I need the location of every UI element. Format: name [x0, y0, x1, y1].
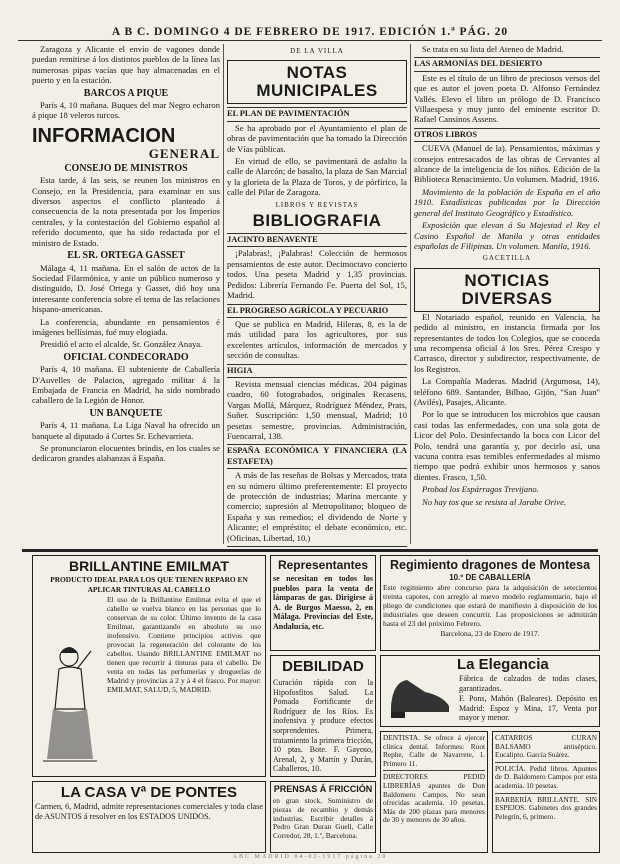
prensas-title: PRENSAS Á FRICCIÓN: [273, 784, 373, 794]
banquete-heading: UN BANQUETE: [89, 407, 163, 419]
barcos-paragraph: París 4, 10 mañana. Buques del mar Negro echaron á pique 18 veleros turcos.: [32, 100, 220, 121]
armonias-label: LAS ARMONÍAS DEL DESIERTO: [414, 57, 600, 71]
ad-prensas: [270, 781, 376, 853]
bibliografia-heading: BIBLIOGRAFIA: [252, 211, 382, 231]
top-paragraph: Se trata en su lista del Ateneo de Madrid.: [422, 44, 564, 54]
classified-barberia: BARBERÍA BRILLANTE. SIN ESPEJOS. Gabinetes dos grandes Pelegrín, 6, primero.: [495, 794, 597, 821]
otros-paragraph-2: Movimiento de la población de España en el año 1910. Estadísticas publicadas por la Dirección general del Instituto Geográfico y Estadístico.: [414, 186, 600, 218]
otros-paragraph-3: Exposición que elevan á Su Majestad el Rey el Casino Español de Manila y otras entidades españolas de Filipinas. Un volumen. Manila, 1916.: [414, 220, 600, 251]
progreso-paragraph: Que se publica en Madrid, Hileras, 8, es la de más utilidad para los agricultores, por sus excelentes artículos, información de mercados y sección de consultas.: [227, 318, 407, 361]
otros-libros-label: OTROS LIBROS: [414, 128, 600, 142]
gacetilla-kicker: GACETILLA: [482, 254, 532, 263]
woman-combing-hair-illustration: [39, 639, 101, 765]
general-heading: GENERAL: [148, 145, 220, 161]
column-divider-2: [410, 44, 411, 544]
otros-paragraph-1: CUEVA (Manuel de la). Pensamientos, máximas y consejos entresacados de las obras de Cervantes al alcance de la inteligencia de los niños. Edición de la Biblioteca Renacimiento. Un volumen. Madrid, 1916.: [414, 143, 600, 185]
brillantine-subtitle: PRODUCTO IDEAL PARA LOS QUE TIENEN REPARO EN APLICAR TINTURAS AL CABELLO: [50, 575, 248, 594]
cinto-label: JACINTO BENAVENTE: [227, 233, 407, 247]
representantes-body: se necesitan en todos los pueblos para la venta de lámparas de gas. Dirigirse á A. de Burgos Maesso, 2, en Málaga. Provincias del Este, Andalucía, etc.: [273, 574, 373, 631]
header-rule: [18, 40, 602, 41]
noticia-2: La Compañía Maderas. Madrid (Argumosa, 14), teléfono 689. Santander, Bilbao, Gijón, "San Juan" (Avilés), Pasajes, Alicante.: [414, 376, 600, 407]
regimiento-title: Regimiento dragones de Montesa: [389, 558, 591, 572]
column-divider-1: [223, 44, 224, 544]
informacion-heading: INFORMACION: [32, 124, 176, 147]
notas-municipales-heading: NOTAS MUNICIPALES: [227, 60, 407, 104]
page-header: A B C. DOMINGO 4 DE FEBRERO DE 1917. EDICIÓN 1.ª PÁG. 20: [111, 26, 509, 38]
progreso-label: EL PROGRESO AGRÍCOLA Y PECUARIO: [227, 304, 407, 318]
noticia-1: El Notariado español, reunido en Valencia, ha pedido al ministro, en instancia firmada por los representantes de todos los Colegios, que se conceda una recompensa oficial á los Sres. Pérez Crespo y Carrasco, director y subdirector, respectivamente, de los Registros.: [414, 311, 600, 374]
classifieds-left: [380, 731, 488, 853]
gasset-paragraph-3: Presidió el acto el alcalde, Sr. González Anaya.: [40, 339, 203, 350]
gasset-heading: EL SR. ORTEGA GASSET: [67, 250, 185, 262]
armonias-paragraph: Este es el título de un libro de preciosos versos del que es autor el joven poeta D. Alfonso Fernández Vallés. Elevo el libro un prólogo de D. Francisco Villaespesa y muy junto del eminente escritor D. Rafael Cansinos Assens.: [414, 72, 600, 125]
espana-label: ESPAÑA ECONÓMICA Y FINANCIERA (LA ESTAFETA): [227, 444, 407, 469]
representantes-title: Representantes: [277, 558, 369, 572]
noticia-4: Probad los Espárragos Trevijano.: [422, 484, 539, 495]
regimiento-subtitle: 10.º DE CABALLERÍA: [449, 573, 531, 582]
consejo-paragraph: Esta tarde, á las seis, se reunen los ministros en Consejo, en la Presidencia, para examinar en sus diversos aspectos el conflicto planteado á consecuencia de la nota presentada por los Imperios centrales, y la contestación del Gobierno español al referido documento, que ha sido redactada por el ministro de Estado.: [32, 175, 220, 248]
banquete-paragraph-2: Se pronunciaron elocuentes brindis, en los cuales se dedicaron grandes alabanzas á España.: [32, 443, 220, 464]
ad-elegancia: [380, 655, 600, 727]
higia-label: HIGIA: [227, 364, 407, 378]
oficial-paragraph: París 4, 10 mañana. El subteniente de Caballería D'Auvelles de Palacios, agregado militar á la Embajada de Francia en Madrid, ha sido nombrado caballero de la Legión de Honor.: [32, 364, 220, 406]
classified-dentista: DENTISTA. Se ofrece á ejercer clínica dental. Informes: Ruot Rephe, Calle de Navarrete, 1. Primero 11.: [383, 734, 485, 771]
column-2: [227, 44, 407, 550]
elegancia-address: F. Pons, Mahón (Baleares). Depósito en Madrid: Espoz y Mina, 17, Venta por mayor y menor.: [459, 694, 597, 723]
ad-regimiento: [380, 555, 600, 651]
classified-policia: POLICÍA. Pedid libros. Apuntes de D. Baldomero Campos por esta academia. 10 pesetas.: [495, 765, 597, 794]
advertisements-rule: [22, 549, 598, 552]
cinto-paragraph: ¡Palabras!, ¡Palabras! Colección de hermosos pensamientos de este autor. Decimoctavo concierto todos. Una peseta Madrid y 1,35 provincias. Pedidos: Librería Fernando Fe. Puerta del Sol, 15, Madrid.: [227, 248, 407, 301]
classifieds-right: [492, 731, 600, 853]
plan-paragraph-1: Se ha aprobado por el Ayuntamiento el plan de obras de pavimentación que ha tomado la Dirección de Vías públicas.: [227, 122, 407, 154]
regimiento-date: Barcelona, 23 de Enero de 1917.: [440, 629, 540, 638]
consejo-heading: CONSEJO DE MINISTROS: [64, 162, 188, 174]
elegancia-title: La Elegancia: [457, 656, 549, 673]
oficial-heading: OFICIAL CONDECORADO: [63, 351, 189, 363]
plan-heading: EL PLAN DE PAVIMENTACIÓN: [227, 107, 407, 121]
debilidad-body: Curación rápida con la Hipofosfitos Salud. La Pomada Fortificante de Rodríguez de los Ríos. Es inofensiva y produce efectos sorprendentes. Primera, tratamiento la primera fricción, 10 ptas. Bote. F. Gayoso, Arenal, 2, y Martín y Durán, Caballeros, 10.: [273, 678, 373, 774]
barcos-heading: BARCOS A PIQUE: [83, 87, 169, 99]
ad-debilidad: [270, 655, 376, 777]
libros-kicker: LIBROS Y REVISTAS: [275, 200, 359, 209]
noticia-5: No hay tos que se resista al Jarabe Orive.: [422, 496, 567, 507]
noticia-3: Por lo que se introducen los microbios que causan casi todas las enfermedades, con una sola gota de Licor del Polo. Desinfectando la boca con Licor del Polo, tendrá una garantía y, por decirlo así, una vacuna contra esas temibles enfermedades al mismo tiempo que podrá exhibir unos hermosos y sanos dientes. Frasco, 1,50.: [414, 409, 600, 482]
ad-brillantine: [32, 555, 266, 777]
elegancia-body: Fábrica de calzados de todas clases, garantizados.: [459, 674, 597, 693]
banquete-paragraph-1: París 4, 11 mañana. La Liga Naval ha ofrecido un banquete al diputado á Cortes Sr. Echevarrieta.: [32, 420, 220, 441]
ad-pontes: [32, 781, 266, 853]
column-3: [414, 44, 600, 550]
pontes-title: LA CASA Vª DE PONTES: [60, 784, 238, 801]
espana-paragraph: A más de las reseñas de Bolsas y Mercados, trata en su número último preferentemente: El proyecto de protección de industrias; Marina mercante y comercio; supresión al Metropolitano; bloqueo de España y sus remedios; el dividendo de Norte y Alicante; el empréstito; el debate económico, etc. (Oficinas, Libertad, 10.): [227, 470, 407, 543]
higia-paragraph: Revista mensual ciencias médicas. 204 páginas cuadro, 60 fotograbados, originales Recasens, Vargas Mollá, Márquez, Rodríguez Méndez, Prats, Suñer. Suscripción: 1,50 mensual, Madrid; 10 pesetas semestre, provincias. Administración, Fuencarral, 138.: [227, 378, 407, 441]
classified-directores: DIRECTORES PEDID LIBRERÍAS apuntes de Don Baldomero Campos. No sean ofrecidas academia. 10 pesetas. Más de 200 plazas para menores de 30 y menores de 30 años.: [383, 772, 485, 825]
shoe-illustration: [385, 662, 455, 722]
brillantine-title: BRILLANTINE EMILMAT: [69, 558, 229, 574]
brillantine-body: El uso de la Brillantine Emilmat evita el que el cabello se vuelva blanco en las personas que lo conservan de su color. Último invento de la casa Emilmat, garantizando en absoluto su uso inofensivo. Contiene principios activos que provocan la regeneración del colorante de los cabellos. Usando BRILLANTINE EMILMAT no tienen que recurrir á tinturas para el cabello. De venta en todas las perfumerías y droguerías de Madrid y provincias á 2 y á 4 el frasco. Por mayor: EMILMAT, SALUD, 5, MADRID.: [107, 595, 261, 695]
ad-representantes: [270, 555, 376, 651]
pontes-body: Carmen, 6, Madrid, admite representaciones comerciales y toda clase de ASUNTOS á resolver en los ESTADOS UNIDOS.: [35, 802, 263, 821]
plan-paragraph-2: En virtud de ello, se pavimentará de asfalto la calle de Alarcón; de basalto, la plaza de San Marcial y la glorieta de la Plaza de Toros, y de pórfirico, la calle del Pilar de Zaragoza.: [227, 156, 407, 198]
column-1: [32, 44, 220, 550]
intro-paragraph: Zaragoza y Alicante el envío de vagones donde puedan remitirse á los distintos pueblos de la línea las numerosas pipas vacías que hay almacenadas en el puerto y en la estación.: [32, 44, 220, 86]
page-footer: ABC MADRID 04-02-1917 página 20: [232, 854, 388, 860]
gasset-paragraph-1: Málaga 4, 11 mañana. En el salón de actos de la Sociedad Filarmónica, y ante un público numeroso y distinguido, D. José Ortega y Gasset, dió hoy una interesante conferencia sobre el tema de las relaciones hispano-americanas.: [32, 262, 220, 315]
noticias-diversas-heading: NOTICIAS DIVERSAS: [414, 268, 600, 312]
gasset-paragraph-2: La conferencia, abundante en pensamientos é imágenes bellísimas, fué muy elogiada.: [32, 316, 220, 337]
debilidad-title: DEBILIDAD: [282, 658, 364, 675]
regimiento-body: Este regimiento abre concurso para la adquisición de setecientos treinta capotes, con arreglo al nuevo modelo reglamentario, bajo el pliego de condiciones que estará de manifiesto á disposición de los industriales que deseen concurrir. Las proposiciones se admitirán hasta el 23 del próximo Febrero.: [383, 583, 597, 628]
classified-catarros: CATARROS CURAN BALSAMO antiséptico. Eucalipto. García Suárez.: [495, 734, 597, 763]
prensas-body: en gran stock, Suministro de piezas de recambio y demás industrias. Escribir detalles á Pedro Gran Duran Guell, Calle Corredor, 28, 1.º, Barcelona.: [273, 796, 373, 841]
villa-kicker: DE LA VILLA: [290, 47, 344, 55]
